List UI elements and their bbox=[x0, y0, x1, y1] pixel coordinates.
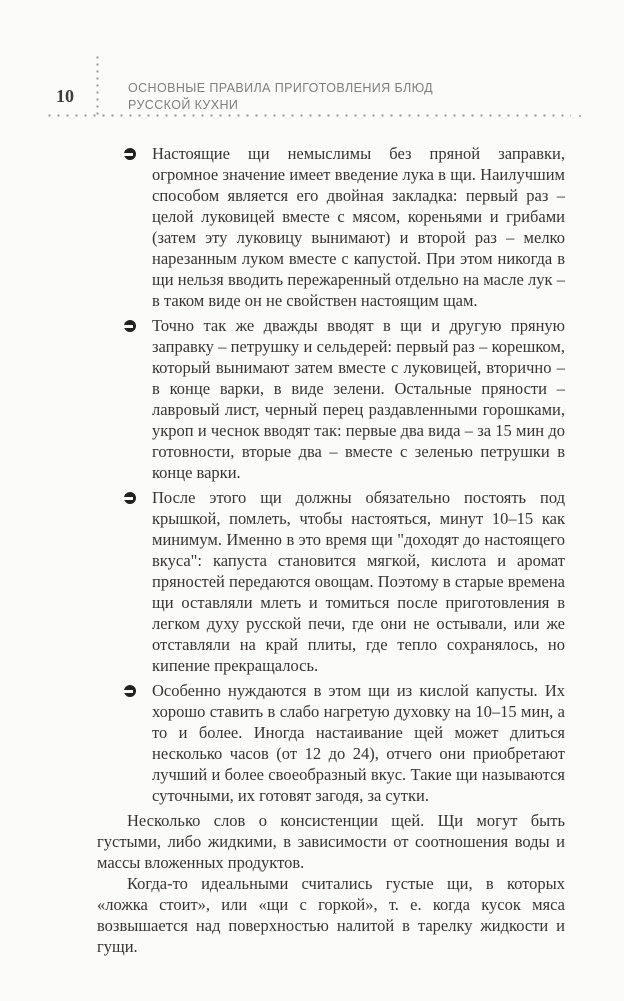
list-item bbox=[97, 143, 565, 311]
page-number: 10 bbox=[56, 86, 74, 106]
bullet-icon bbox=[124, 492, 136, 504]
chapter-header-line-2: РУССКОЙ КУХНИ bbox=[128, 97, 239, 112]
tips-list bbox=[97, 143, 565, 806]
list-item-text: Точно так же дважды вводят в щи и другую пряную заправку – петрушку и сельдерей: первый раз – корешком, который вынимают затем вместе с луковицей, вторично – в конце варки, в виде зелени. Остальные пряности – лавровый лист, черный перец раздавленными горошками, укроп и чеснок вводят так: первые два вида – за 15 мин до готовности, вторые два – вместе с зеленью петрушки в конце варки. bbox=[152, 316, 565, 482]
list-item bbox=[97, 315, 565, 483]
paragraph: Когда-то идеальными считались густые щи, в которых «ложка стоит», или «щи с горкой», т. е. когда кусок мяса возвышается над поверхностью налитой в тарелку жидкости и гущи. bbox=[97, 874, 565, 956]
bullet-icon bbox=[124, 685, 136, 697]
horizontal-dotted-rule bbox=[45, 114, 571, 117]
list-item-text: Настоящие щи немыслимы без пряной заправки, огромное значение имеет введение лука в щи. Наилучшим способом является его двойная закладка: первый раз – целой луковицей вместе с мясом, кореньями и грибами (затем эту луковицу вынимают) и второй раз – мелко нарезанным луком вместе с капустой. При этом никогда в щи нельзя вводить пережаренный отдельно на масле лук – в таком виде он не свойствен настоящим щам. bbox=[152, 144, 565, 310]
page-body bbox=[97, 143, 565, 957]
paragraph: Несколько слов о консистенции щей. Щи могут быть густыми, либо жидкими, в зависимости от соотношения воды и массы вложенных продуктов. bbox=[97, 811, 565, 872]
list-item-text: Особенно нуждаются в этом щи из кислой капусты. Их хорошо ставить в слабо нагретую духовку на 10–15 мин, а то и более. Иногда настаивание щей может длиться несколько часов (от 12 до 24), отчего они приобретают лучший и более своеобразный вкус. Такие щи называются суточными, их готовят загодя, за сутки. bbox=[152, 681, 565, 805]
list-item-text: После этого щи должны обязательно постоять под крышкой, помлеть, чтобы настояться, минут 10–15 как минимум. Именно в это время щи "доходят до настоящего вкуса": капуста становится мягкой, кислота и аромат пряностей передаются овощам. Поэтому в старые времена щи оставляли млеть и томиться после приготовления в легком духу русской печи, где они не остывали, или же отставляли на край плиты, где тепло сохранялось, но кипение прекращалось. bbox=[152, 488, 565, 675]
list-item bbox=[97, 487, 565, 676]
vertical-dotted-rule bbox=[96, 54, 99, 118]
bullet-icon bbox=[124, 148, 136, 160]
horizontal-rule-end-dot bbox=[579, 115, 581, 117]
chapter-header bbox=[128, 80, 528, 113]
chapter-header-line-1: ОСНОВНЫЕ ПРАВИЛА ПРИГОТОВЛЕНИЯ БЛЮД bbox=[128, 81, 433, 95]
bullet-icon bbox=[124, 320, 136, 332]
list-item bbox=[97, 680, 565, 806]
